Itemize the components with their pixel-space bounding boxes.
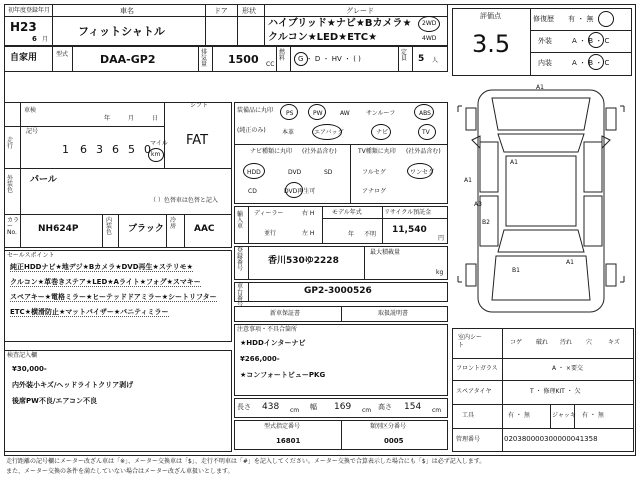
- capacity-label: 定員: [401, 49, 408, 62]
- equip-tv-circle: [418, 124, 436, 140]
- seat-tear: 破れ: [536, 339, 549, 346]
- grade-label: グレード: [346, 7, 374, 15]
- shift-label: シフト: [190, 102, 209, 109]
- import-parallel: 並行: [264, 230, 277, 237]
- length: 438: [262, 402, 280, 412]
- width: 169: [334, 402, 352, 412]
- equip-sunroof: サンルーフ: [366, 110, 396, 117]
- seat-label: 室内シート: [458, 334, 483, 349]
- equip-navi-circle: [371, 124, 391, 140]
- km-unit: km: [151, 151, 161, 158]
- use-type: 自家用: [10, 53, 38, 63]
- score-label: 評価点: [480, 12, 501, 20]
- car-name: フィットシャトル: [78, 25, 165, 38]
- registration-number: 香川530ゆ2228: [268, 256, 339, 266]
- displacement-label: 排気量: [201, 49, 208, 68]
- exterior-color: パール: [30, 175, 57, 185]
- max-load-label: 最大積載量: [370, 249, 401, 256]
- class-number: 0005: [384, 437, 404, 445]
- ac-type: AAC: [194, 224, 215, 234]
- cc-unit: CC: [266, 61, 275, 68]
- interior-color-label: 内装色: [106, 217, 113, 236]
- sales-point-line: スペアキー★電格ミラー★ヒーテッドドアミラー★シートリフター: [10, 293, 217, 301]
- registration-block: [234, 246, 448, 280]
- damage-mark: B2: [482, 219, 490, 226]
- odometer-digit: 0: [144, 143, 151, 156]
- color-code: NH624P: [38, 224, 79, 234]
- note-line: ¥266,000-: [240, 355, 280, 363]
- chassis-label: 車台番号: [237, 283, 244, 308]
- equip-abs: ABS: [419, 110, 431, 117]
- reg-year-label: 初年度登録年月: [8, 7, 51, 14]
- model-year-label: モデル年式: [332, 209, 362, 216]
- navi-sd: SD: [324, 169, 333, 176]
- equip-abs-circle: [414, 104, 434, 120]
- inspection-year: 年: [104, 115, 111, 122]
- equip-pw-circle: [308, 104, 326, 120]
- recycle-label: リサイクル預託金: [384, 209, 432, 216]
- inspection-label: 車検: [24, 107, 37, 114]
- tv-sub: (社外品含む): [406, 148, 441, 155]
- tv-analog: アナログ: [362, 188, 387, 195]
- interior-b-circle: [588, 54, 604, 70]
- equip-leather: 本革: [282, 129, 295, 136]
- navi-dvd: DVD: [288, 169, 302, 176]
- seat-burn: コゲ: [510, 339, 523, 346]
- navi-dvd-play: DVD再生可: [284, 188, 316, 195]
- jack-label: ジャッキ: [552, 412, 576, 419]
- navi-hdd-circle: [243, 163, 265, 179]
- repair-none-circle: [598, 11, 614, 27]
- import-left: 左 H: [302, 230, 315, 237]
- registration-label: 登録番号: [237, 247, 244, 272]
- tools-options: 有 ・ 無: [508, 412, 530, 419]
- note-line: ★HDDインターナビ: [240, 339, 306, 347]
- color-label: 外装色: [7, 175, 14, 194]
- seat-hole: 穴: [586, 339, 593, 346]
- seat-stain: 汚れ: [560, 339, 573, 346]
- tools-label: 工具: [462, 412, 475, 419]
- sales-points-label: セールスポイント: [7, 252, 55, 259]
- width-label: 幅: [310, 403, 317, 411]
- grade-line2: クルコン★LED★ETC★: [268, 32, 378, 43]
- reg-month: 6: [32, 35, 37, 43]
- notes-label: 注意事項・不具合箇所: [237, 326, 298, 333]
- equip-navi: ナビ: [376, 129, 389, 136]
- capacity-unit: 人: [432, 57, 439, 64]
- interior-eval-label: 内装: [538, 59, 552, 67]
- chassis-number: GP2-3000526: [304, 286, 372, 296]
- equip-ps: PS: [286, 110, 294, 117]
- navi-label: ナビ種類に丸印: [250, 148, 293, 155]
- equipment-sub: (純正のみ): [237, 127, 266, 134]
- management-label: 管理番号: [456, 436, 481, 443]
- reg-year: H23: [10, 20, 37, 34]
- exterior-label: 外装: [538, 37, 552, 45]
- length-unit: cm: [290, 407, 300, 414]
- mileage-label: 走行: [7, 137, 14, 150]
- model-year-unknown: 不明: [364, 231, 377, 238]
- spare-options: T ・ 修理KIT ・ 欠: [530, 388, 581, 395]
- color-code-label: カラーNo.: [7, 217, 20, 236]
- row2-block: [4, 46, 448, 72]
- width-unit: cm: [362, 407, 372, 414]
- model-code: DAA-GP2: [100, 53, 156, 66]
- height: 154: [404, 402, 422, 412]
- mile-unit: マイル: [150, 140, 168, 147]
- sales-point-line: クルコン★革巻きステア★LED★Aライト★フォグ★スマキー: [10, 278, 201, 286]
- reg-month-unit: 月: [42, 36, 49, 43]
- footer-note: 走行距離の記号欄にメーター改ざん車は「※」、メーター交換車は「$」、走行不明車は「#」を記入してください。メーター交換で合算表示した場合にも「$」は必ず記入します。: [6, 458, 486, 465]
- odometer: [38, 130, 151, 166]
- inspector-label: 検査記入欄: [7, 352, 38, 359]
- spare-label: スペアタイヤ: [456, 388, 492, 395]
- equip-pw: PW: [313, 110, 323, 117]
- recycle-yen: 円: [438, 235, 445, 242]
- damage-mark: A1: [464, 177, 472, 184]
- damage-mark: B1: [512, 267, 520, 274]
- navi-dvd-play-circle: [285, 182, 303, 198]
- navi-cd: CD: [248, 188, 257, 195]
- exterior-options: A ・ B ・ C: [572, 37, 610, 45]
- equip-airbag-circle: [312, 124, 342, 140]
- door-label: ドア: [214, 7, 228, 15]
- inspector-line: 後席PW不良/エアコン不良: [12, 397, 98, 405]
- odometer-digit: 5: [128, 143, 135, 156]
- interior-color: ブラック: [128, 224, 164, 234]
- ac-label: 冷房: [170, 217, 177, 230]
- score: 3.5: [472, 30, 511, 58]
- displacement: 1500: [228, 53, 259, 66]
- fuel-options: G ・ D ・ HV ・ ( ): [298, 55, 361, 63]
- equip-tv: TV: [422, 129, 430, 136]
- grade-line1: ハイブリッド★ナビ★Bカメラ★: [268, 18, 412, 29]
- drive-2wd: 2WD: [422, 20, 437, 27]
- interior-options: A ・ B ・ C: [572, 59, 610, 67]
- damage-mark: A3: [474, 201, 482, 208]
- sales-point-line: 純正HDDナビ★地デジ★Bカメラ★DVD再生★ステリモ★: [10, 263, 193, 271]
- equip-aw: AW: [340, 110, 350, 117]
- windshield-label: フロントガラス: [456, 365, 498, 372]
- tv-oneseg: ワンセグ: [410, 169, 435, 176]
- inspection-day: 日: [152, 115, 159, 122]
- inspector-line: ¥30,000-: [12, 365, 47, 373]
- navi-sub: (社外品含む): [302, 148, 337, 155]
- seat-scratch: キズ: [608, 339, 620, 346]
- model-label: 型式: [56, 51, 69, 58]
- damage-mark: A1: [566, 259, 574, 266]
- tv-oneseg-circle: [407, 163, 433, 179]
- windshield-options: A ・ ×要交: [552, 365, 583, 372]
- car-name-label: 車名: [120, 7, 134, 15]
- height-label: 高さ: [378, 403, 392, 411]
- drive-4wd: 4WD: [422, 35, 437, 42]
- color-note: （ ）色替車は色替と記入: [150, 197, 218, 204]
- note-line: ★コンフォートビューPKG: [240, 371, 326, 379]
- mileage-digits-label: 記号: [26, 128, 39, 135]
- manual-label: 取扱説明書: [378, 310, 409, 317]
- class-number-label: 類別区分番号: [370, 423, 407, 430]
- model-year-unit: 年: [348, 231, 355, 238]
- inspection-month: 月: [128, 115, 135, 122]
- fuel-label: 燃料: [279, 49, 286, 62]
- exterior-b-circle: [588, 32, 604, 48]
- equipment-label: 装備品に丸印: [237, 107, 274, 114]
- recycle-amount: 11,540: [392, 225, 427, 235]
- shift: FAT: [186, 133, 209, 148]
- equip-airbag: エアバッグ: [314, 129, 344, 136]
- inspector-line: 内外装小キズ/ヘッドライトクリア剥げ: [12, 381, 134, 389]
- import-right: 右 H: [302, 210, 315, 217]
- odometer-digit: 6: [112, 143, 119, 156]
- tv-fullseg: フルセグ: [362, 169, 386, 176]
- management-number: 020380000300000041358: [504, 435, 598, 443]
- height-unit: cm: [432, 407, 442, 414]
- max-load-unit: kg: [436, 269, 444, 276]
- import-label: 輸入車: [237, 211, 244, 230]
- odometer-digit: 1: [62, 143, 69, 156]
- repair-label: 修復歴: [533, 15, 554, 23]
- equip-ps-circle: [280, 104, 298, 120]
- damage-mark: A1: [536, 84, 544, 91]
- repair-options: 有 ・ 無: [568, 15, 594, 23]
- odometer-digit: 6: [80, 143, 87, 156]
- capacity: 5: [418, 54, 425, 64]
- import-dealer: ディーラー: [254, 210, 284, 217]
- footer-note: また、メーター交換の条件を満たしていない場合はメーター改ざん車扱いとします。: [6, 468, 234, 475]
- type-number: 16801: [276, 437, 301, 445]
- jack-options: 有 ・ 無: [582, 412, 604, 419]
- tv-label: TV種類に丸印: [358, 148, 396, 155]
- warranty-label: 新車保証書: [270, 310, 301, 317]
- sales-point-line: ETC★横滑防止★マットバイザー★バニティミラー: [10, 308, 169, 316]
- type-number-label: 型式指定番号: [264, 423, 301, 430]
- navi-hdd: HDD: [247, 169, 261, 176]
- damage-mark: A1: [510, 159, 518, 166]
- shape-label: 形状: [242, 7, 256, 15]
- odometer-digit: 3: [96, 143, 103, 156]
- vehicle-diagram: [452, 82, 632, 326]
- length-label: 長さ: [237, 403, 251, 411]
